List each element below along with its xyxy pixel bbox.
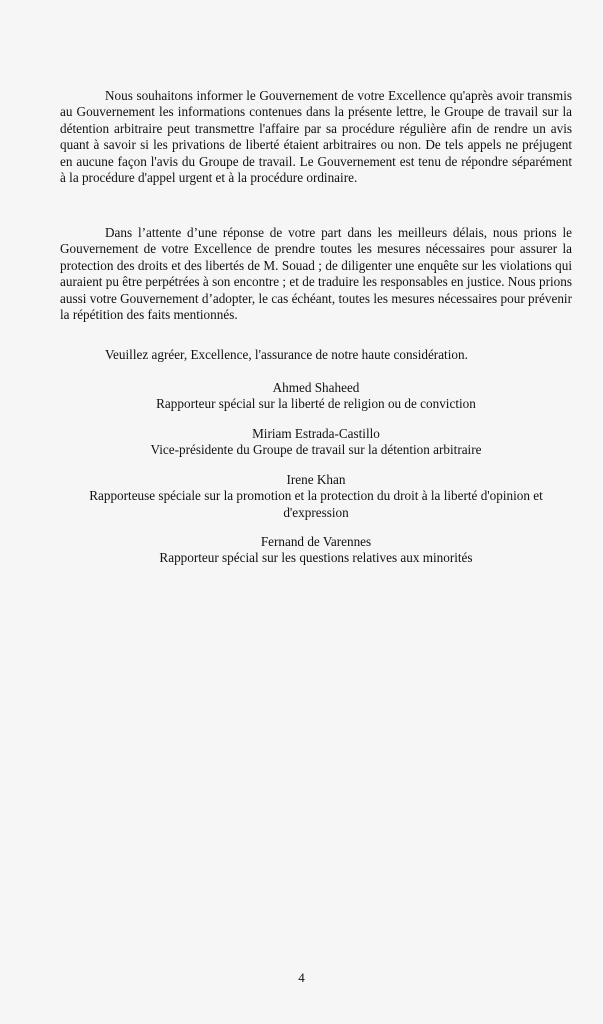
signature-block xyxy=(60,472,572,521)
signature-block xyxy=(60,534,572,567)
paragraph-request-measures: Dans l’attente d’une réponse de votre part dans les meilleurs délais, nous prions le Gouvernement de votre Excellence de prendre toutes les mesures nécessaires pour assurer la protection des droits et des libertés de M. Souad ; de diligenter une enquête sur les violations qui auraient pu être perpétrées à son encontre ; et de traduire les responsables en justice. Nous prions aussi votre Gouvernement d’adopter, le cas échéant, toutes les mesures nécessaires pour prévenir la répétition des faits mentionnés. xyxy=(60,225,572,323)
signature-block xyxy=(60,380,572,413)
signatory-title: Rapporteur spécial sur la liberté de religion ou de conviction xyxy=(156,396,476,412)
signatory-name: Miriam Estrada-Castillo xyxy=(252,426,380,441)
paragraph-procedure-notice: Nous souhaitons informer le Gouvernement de votre Excellence qu'après avoir transmis au Gouvernement les informations contenues dans la présente lettre, le Groupe de travail sur la détention arbitraire peut transmettre l'affaire par sa procédure régulière afin de rendre un avis quant à savoir si les privations de liberté étaient arbitraires ou non. De tels appels ne préjugent en aucune façon l'avis du Groupe de travail. Le Gouvernement est tenu de répondre séparément à la procédure d'appel urgent et à la procédure ordinaire. xyxy=(60,88,572,186)
paragraph-closing-salutation: Veuillez agréer, Excellence, l'assurance de notre haute considération. xyxy=(105,347,468,362)
signatory-name: Irene Khan xyxy=(286,472,346,487)
signatory-title: Rapporteuse spéciale sur la promotion et la protection du droit à la liberté d'opinion et d'expression xyxy=(89,488,543,520)
page-number: 4 xyxy=(298,970,305,985)
signatory-title: Vice-présidente du Groupe de travail sur la détention arbitraire xyxy=(150,442,482,458)
signatory-title: Rapporteur spécial sur les questions relatives aux minorités xyxy=(159,550,473,566)
signatory-name: Ahmed Shaheed xyxy=(272,380,360,395)
signatory-name: Fernand de Varennes xyxy=(260,534,372,549)
signature-block xyxy=(60,426,572,459)
